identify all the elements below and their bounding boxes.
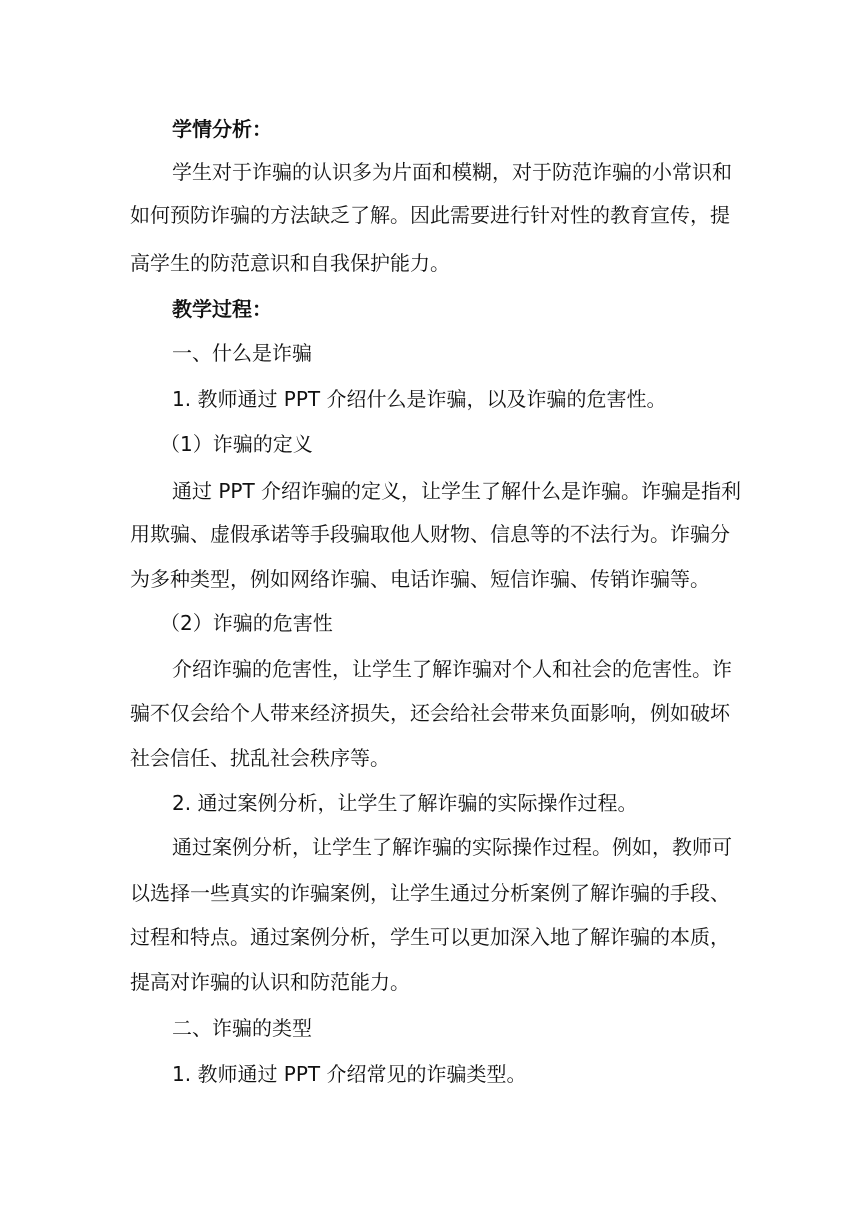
paragraph-line: 以选择一些真实的诈骗案例，让学生通过分析案例了解诈骗的手段、 bbox=[130, 881, 730, 905]
heading-student-analysis: 学情分析： bbox=[172, 117, 272, 141]
paragraph-line: 通过案例分析，让学生了解诈骗的实际操作过程。例如，教师可 bbox=[172, 835, 732, 859]
subsection-title: （2）诈骗的危害性 bbox=[160, 611, 333, 635]
paragraph-line: 过程和特点。通过案例分析，学生可以更加深入地了解诈骗的本质， bbox=[130, 925, 730, 949]
paragraph-line: 介绍诈骗的危害性，让学生了解诈骗对个人和社会的危害性。诈 bbox=[172, 657, 732, 681]
paragraph-line: 通过 PPT 介绍诈骗的定义，让学生了解什么是诈骗。诈骗是指利 bbox=[172, 479, 742, 503]
paragraph-line: 高学生的防范意识和自我保护能力。 bbox=[130, 251, 450, 275]
paragraph-line: 社会信任、扰乱社会秩序等。 bbox=[130, 746, 390, 770]
section-title: 一、什么是诈骗 bbox=[172, 341, 312, 365]
paragraph-line: 骗不仅会给个人带来经济损失，还会给社会带来负面影响，例如破坏 bbox=[130, 701, 730, 725]
section-title: 二、诈骗的类型 bbox=[172, 1016, 312, 1040]
paragraph-line: 提高对诈骗的认识和防范能力。 bbox=[130, 970, 410, 994]
list-item-title: 2. 通过案例分析，让学生了解诈骗的实际操作过程。 bbox=[172, 791, 638, 815]
subsection-title: （1）诈骗的定义 bbox=[160, 432, 313, 456]
paragraph-line: 学生对于诈骗的认识多为片面和模糊，对于防范诈骗的小常识和 bbox=[172, 160, 732, 184]
list-item-title: 1. 教师通过 PPT 介绍常见的诈骗类型。 bbox=[172, 1062, 527, 1086]
list-item-title: 1. 教师通过 PPT 介绍什么是诈骗，以及诈骗的危害性。 bbox=[172, 387, 667, 411]
paragraph-line: 用欺骗、虚假承诺等手段骗取他人财物、信息等的不法行为。诈骗分 bbox=[130, 522, 730, 546]
paragraph-line: 如何预防诈骗的方法缺乏了解。因此需要进行针对性的教育宣传，提 bbox=[130, 203, 730, 227]
paragraph-line: 为多种类型，例如网络诈骗、电话诈骗、短信诈骗、传销诈骗等。 bbox=[130, 567, 710, 591]
heading-teaching-process: 教学过程： bbox=[172, 297, 272, 321]
